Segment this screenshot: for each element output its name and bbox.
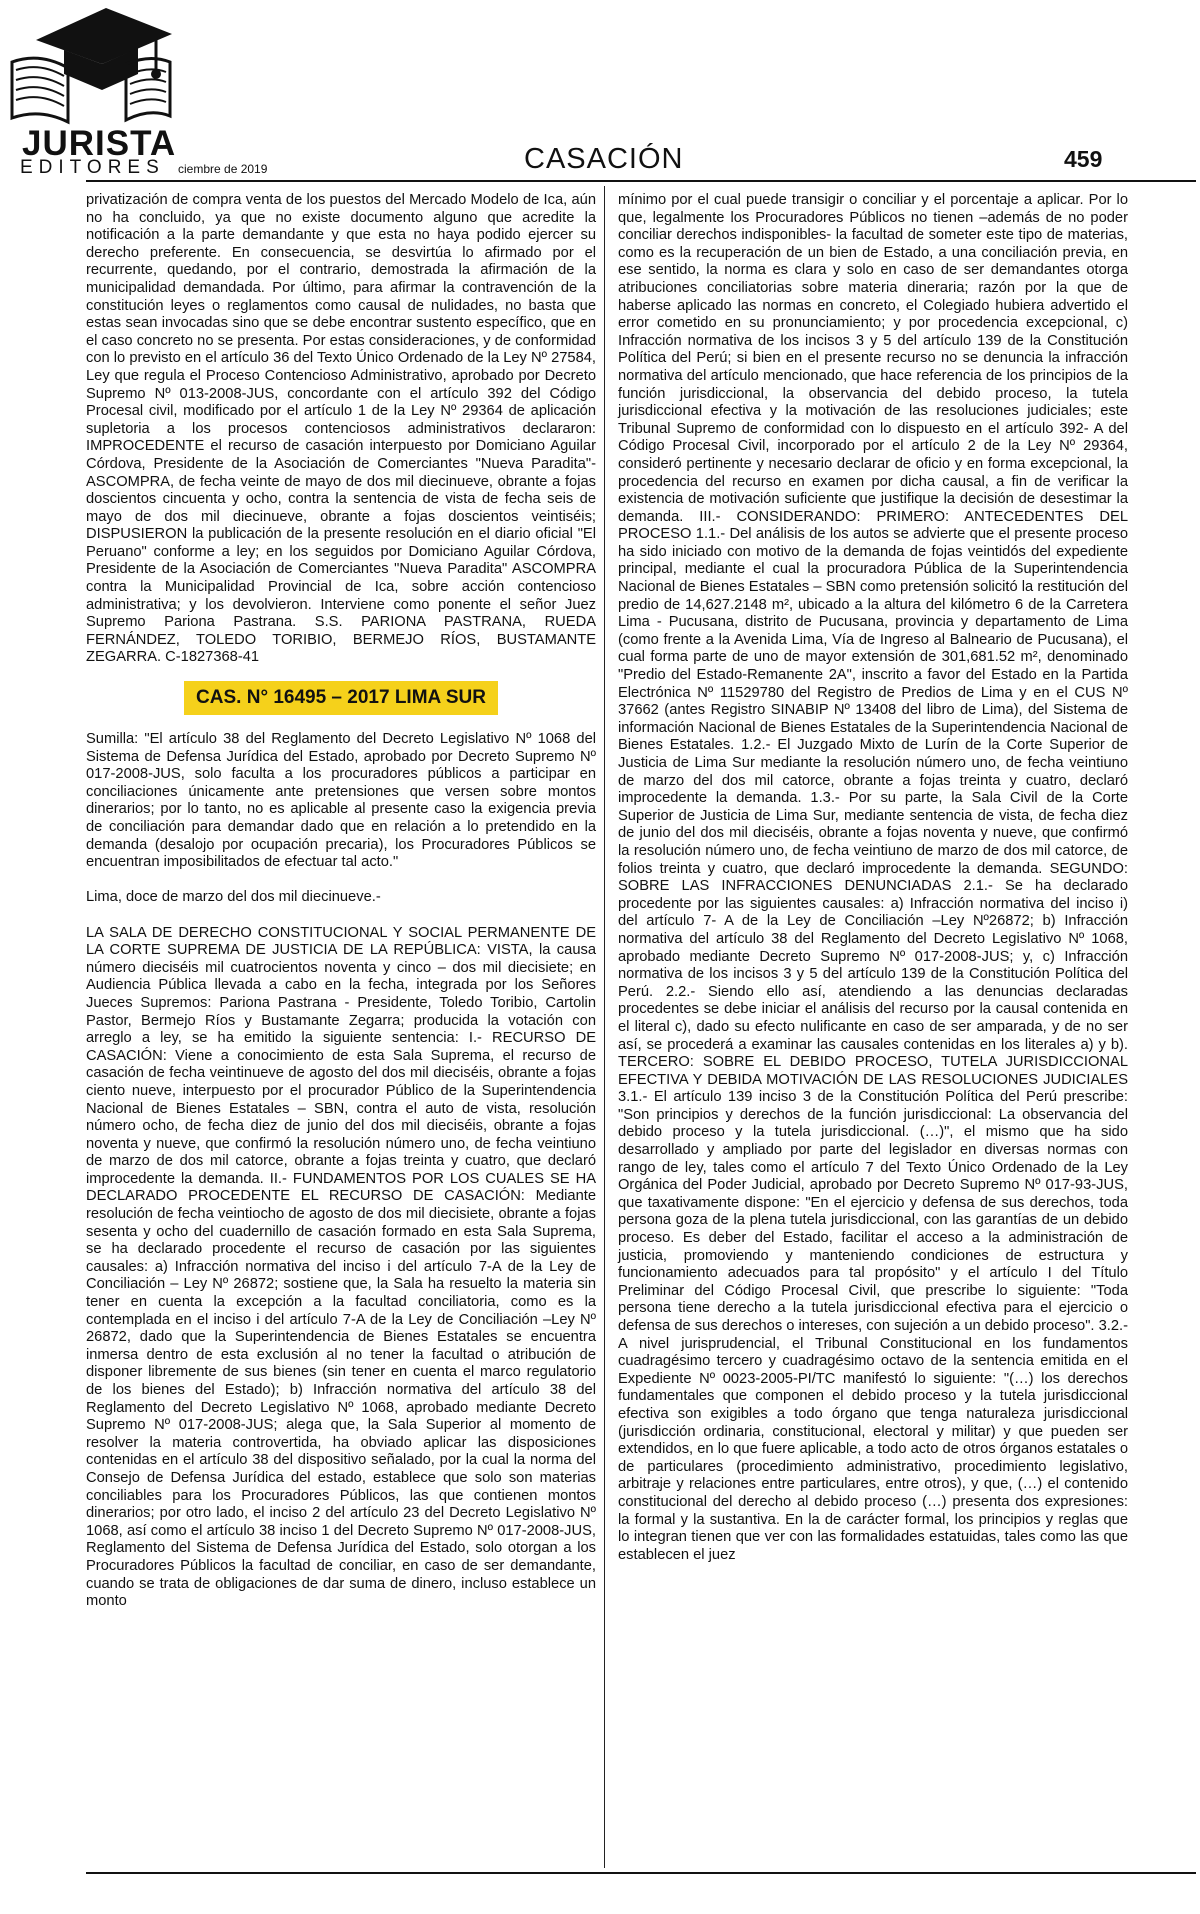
page-header xyxy=(0,0,1200,190)
paragraph: privatización de compra venta de los puestos del Mercado Modelo de Ica, aún no ha concluido, ya que no existe documento alguno que acredite la notificación a la parte demandante y que esta no haya podido ejercer su derecho preferente. En consecuencia, se desvirtúa lo afirmado por el recurrente, quedando, por el contrario, demostrada la afirmación de la municipalidad demandada. Por último, para afirmar la contravención de la constitución leyes o reglamentos como causal de nulidades, no basta que estas sean invocadas sino que se debe encontrar sustento específico, que en el caso concreto no se presenta. Por estas consideraciones, y de conformidad con lo previsto en el artículo 36 del Texto Único Ordenado de la Ley Nº 27584, Ley que regula el Proceso Contencioso Administrativo, aprobado por Decreto Supremo Nº 013-2008-JUS, concordante con el artículo 392 del Código Procesal civil, modificado por el artículo 1 de la Ley Nº 29364 de aplicación supletoria a los procesos contenciosos administrativos declararon: IMPROCEDENTE el recurso de casación interpuesto por Domiciano Aguilar Córdova, Presidente de la Asociación de Comerciantes "Nueva Paradita"- ASCOMPRA, de fecha veinte de mayo de dos mil diecinueve, obrante a fojas doscientos cincuenta y ocho, contra la sentencia de vista de fecha seis de mayo de dos mil diecinueve, obrante a fojas doscientos veintiséis; DISPUSIERON la publicación de la presente resolución en el diario oficial "El Peruano" conforme a ley; en los seguidos por Domiciano Aguilar Córdova, Presidente de la Asociación de Comerciantes "Nueva Paradita" ASCOMPRA contra la Municipalidad Provincial de Ica, sobre acción contencioso administrativa; y los devolvieron. Interviene como ponente el señor Juez Supremo Pariona Pastrana. S.S. PARIONA PASTRANA, RUEDA FERNÁNDEZ, TOLEDO TORIBIO, BERMEJO RÍOS, BUSTAMANTE ZEGARRA. C-1827368-41 xyxy=(86,192,596,666)
section-title: CASACIÓN xyxy=(524,143,684,175)
right-column xyxy=(618,192,1128,1564)
page-number: 459 xyxy=(1064,146,1103,172)
footer-rule xyxy=(86,1872,1196,1874)
paragraph: mínimo por el cual puede transigir o conciliar y el porcentaje a aplicar. Por lo que, legalmente los Procuradores Públicos no tienen –además de no poder conciliar derechos indisponibles- la facultad de someter este tipo de materias, como es la recuperación de un bien de Estado, a una conciliación previa, en ese sentido, la norma es clara y solo en caso de ser demandantes otorga atribuciones conciliatorias sobre materia dineraria; razón por la que de haberse aplicado las normas en concreto, el Colegiado hubiera advertido el error cometido en su pronunciamiento; y por procedencia excepcional, c) Infracción normativa de los incisos 3 y 5 del artículo 139 de la Constitución Política del Perú; si bien en el presente recurso no se denuncia la infracción normativa del artículo mencionado, que hace referencia de los principios de la función jurisdiccional, la observancia del debido proceso, la tutela jurisdiccional efectiva y la motivación de las resoluciones judiciales; este Tribunal Supremo de conformidad con lo dispuesto en el artículo 392- A del Código Procesal Civil, incorporado por el artículo 2 de la Ley Nº 29364, consideró pertinente y necesario declarar de oficio y en forma excepcional, la procedencia del recurso en examen por dicha causal, a fin de verificar la existencia de motivación suficiente que justifique la decisión de desestimar la demanda. III.- CONSIDERANDO: PRIMERO: ANTECEDENTES DEL PROCESO 1.1.- Del análisis de los autos se advierte que el presente proceso ha sido iniciado con motivo de la demanda de fojas veintidós del expediente principal, mediante el cual la procuradora Pública de la Superintendencia Nacional de Bienes Estatales – SBN como pretensión solicitó la restitución del predio de 14,627.2148 m², ubicado a la altura del kilómetro 6 de la Carretera Lima - Pucusana, distrito de Pucusana, provincia y departamento de Lima (como frente a la Avenida Lima, Vía de Ingreso al Balneario de Pucusana), el cual forma parte de uno de mayor extensión de 301,681.52 m², denominado "Predio del Estado-Remanente 2A", inscrito a favor del Estado en la Partida Electrónica Nº 11529780 del Registro de Predios de Lima y en el CUS Nº 37662 (antes Registro SINABIP Nº 13408 del libro de Lima), del Sistema de información Nacional de Bienes Estatales de la Superintendencia Nacional de Bienes Estatales. 1.2.- El Juzgado Mixto de Lurín de la Corte Superior de Justicia de Lima Sur mediante la resolución número uno, de fecha veintiuno de marzo del dos mil catorce, obrante a fojas treinta y cuatro, declaró improcedente la demanda. 1.3.- Por su parte, la Sala Civil de la Corte Superior de Justicia de Lima Sur, mediante sentencia de vista, de fecha diez de junio del dos mil dieciséis, obrante a fojas noventa y nueve, que confirmó la resolución número uno, de fecha veintiuno de marzo de dos mil catorce, de folios treinta y cuatro, que declaró improcedente la demanda. SEGUNDO: SOBRE LAS INFRACCIONES DENUNCIADAS 2.1.- Se ha declarado procedente por las siguientes causales: a) Infracción normativa del inciso i) del artículo 7- A de la Ley de Conciliación –Ley Nº26872; b) Infracción normativa del artículo 38 del Reglamento del Decreto Legislativo Nº 1068, aprobado mediante Decreto Supremo Nº 017-2008-JUS; y, c) Infracción normativa de los incisos 3 y 5 del artículo 139 de la Constitución Política del Perú. 2.2.- Siendo ello así, atendiendo a las denuncias declaradas procedentes se debe iniciar el análisis del recurso por la causal contenida en el literal c), dado su efecto nulificante en caso de ser amparada, y de no ser así, se procederá a examinar las causales contenidas en los literales a) y b). TERCERO: SOBRE EL DEBIDO PROCESO, TUTELA JURISDICCIONAL EFECTIVA Y DEBIDA MOTIVACIÓN DE LAS RESOLUCIONES JUDICIALES 3.1.- El artículo 139 inciso 3 de la Constitución Política del Perú prescribe: "Son principios y derechos de la función jurisdiccional: La observancia del debido proceso y la tutela jurisdiccional. (…)", el mismo que ha sido desarrollado y ampliado por parte del legislador en diversas normas con rango de ley, tales como el artículo 7 del Texto Único Ordenado de la Ley Orgánica del Poder Judicial, aprobado por Decreto Supremo Nº 017-93-JUS, que taxativamente dispone: "En el ejercicio y defensa de sus derechos, toda persona goza de la plena tutela jurisdiccional, con las garantías de un debido proceso. Es deber del Estado, facilitar el acceso a la administración de justicia, promoviendo y manteniendo condiciones de estructura y funcionamiento adecuados para tal propósito" y el artículo I del Título Preliminar del Código Procesal Civil, que prescribe lo siguiente: "Toda persona tiene derecho a la tutela jurisdiccional efectiva para el ejercicio o defensa de sus derechos o intereses, con sujeción a un debido proceso". 3.2.- A nivel jurisprudencial, el Tribunal Constitucional en los fundamentos cuadragésimo tercero y cuadragésimo octavo de la sentencia emitida en el Expediente Nº 0023-2005-PI/TC manifestó lo siguiente: "(…) los derechos fundamentales que componen el debido proceso y la tutela jurisdiccional efectiva son exigibles a todo órgano que tenga naturaleza jurisdiccional (jurisdicción ordinaria, constitucional, electoral y militar) y que pueden ser extendidos, en lo que fuere aplicable, a todo acto de otros órganos estatales o de particulares (procedimiento administrativo, procedimiento legislativo, arbitraje y relaciones entre particulares, entre otros), y que, (…) el contenido constitucional del derecho al debido proceso (…) presenta dos expresiones: la formal y la sustantiva. En la de carácter formal, los principios y reglas que lo integran tienen que ver con las formalidades estatuidas, tales como las que establecen el juez xyxy=(618,192,1128,1563)
issue-date: ciembre de 2019 xyxy=(178,162,268,176)
date-line: Lima, doce de marzo del dos mil diecinueve.- xyxy=(86,889,381,906)
header-rule xyxy=(86,180,1196,182)
logo-wordmark: JURISTA xyxy=(22,124,177,163)
logo-subtitle: EDITORES xyxy=(20,157,165,178)
column-divider xyxy=(604,186,605,1868)
case-heading-wrapper xyxy=(86,681,596,715)
paragraph: LA SALA DE DERECHO CONSTITUCIONAL Y SOCIAL PERMANENTE DE LA CORTE SUPREMA DE JUSTICIA DE LA REPÚBLICA: VISTA, la causa número dieciséis mil cuatrocientos noventa y cinco – dos mil diecisiete; en Audiencia Pública llevada a cabo en la fecha, integrada por los Señores Jueces Supremos: Pariona Pastrana - Presidente, Toledo Toribio, Cartolin Pastor, Bermejo Ríos y Bustamante Zegarra; producida la votación con arreglo a ley, se ha emitido la siguiente sentencia: I.- RECURSO DE CASACIÓN: Viene a conocimiento de esta Sala Suprema, el recurso de casación de fecha veintinueve de agosto del dos mil dieciséis, obrante a fojas ciento nueve, interpuesto por el procurador Público de la Superintendencia Nacional de Bienes Estatales – SBN, contra el auto de vista, resolución número ocho, de fecha diez de junio del dos mil dieciséis, obrante a fojas noventa y nueve, que confirmó la resolución número uno, de fecha veintiuno de marzo de dos mil catorce, obrante a fojas treinta y cuatro, que declaró improcedente la demanda. II.- FUNDAMENTOS POR LOS CUALES SE HA DECLARADO PROCEDENTE EL RECURSO DE CASACIÓN: Mediante resolución de fecha veintiocho de agosto de dos mil diecisiete, obrante a fojas sesenta y ocho del cuadernillo de casación formado en esta Sala Suprema, se ha declarado procedente el recurso de casación por las siguientes causales: a) Infracción normativa del inciso i del artículo 7-A de la Ley de Conciliación – Ley Nº 26872; sostiene que, la Sala ha resuelto la materia sin tener en cuenta la excepción a la facultad conciliatoria, como es la contemplada en el inciso i del artículo 7-A de la Ley de Conciliación –Ley Nº 26872, dado que la Superintendencia de Bienes Estatales se encuentra inmersa dentro de esta exclusión al no tener la facultad o atribución de disponer libremente de sus bienes (sin tener en cuenta el marco regulatorio de los bienes del Estado); b) Infracción normativa del artículo 38 del Reglamento del Decreto Legislativo Nº 1068, aprobado mediante Decreto Supremo Nº 017-2008-JUS; alega que, la Sala Superior al momento de resolver la materia controvertida, ha obviado aplicar las disposiciones contenidas en el artículo 38 del dispositivo señalado, por la cual la norma del Consejo de Defensa Jurídica del estado, establece que solo son materias conciliables para los Procuradores Públicos, las que contienen montos dinerarios; por otro lado, el inciso 2 del artículo 23 del Decreto Legislativo Nº 1068, así como el artículo 38 inciso 1 del Decreto Supremo Nº 017-2008-JUS, Reglamento del Sistema de Defensa Jurídica del Estado, solo otorgan a los Procuradores Públicos la facultad de conciliar, en caso de ser demandante, cuando se trata de obligaciones de dar suma de dinero, incluso establece un monto xyxy=(86,924,596,1610)
case-heading: CAS. N° 16495 – 2017 LIMA SUR xyxy=(184,681,498,715)
summary-paragraph: Sumilla: "El artículo 38 del Reglamento del Decreto Legislativo Nº 1068 del Sistema de Defensa Jurídica del Estado, aprobado por Decreto Supremo Nº 017-2008-JUS, solo faculta a los procuradores públicos a participar en conciliaciones únicamente ante pretensiones que versen sobre montos dinerarios; por lo tanto, no es aplicable al presente caso la exigencia previa de conciliación para demandar dado que en relación a lo pretendido en la demanda (desalojo por ocupación precaria), los Procuradores Públicos se encuentran imposibilitados de efectuar tal acto." xyxy=(86,731,596,871)
left-column xyxy=(86,192,596,1611)
